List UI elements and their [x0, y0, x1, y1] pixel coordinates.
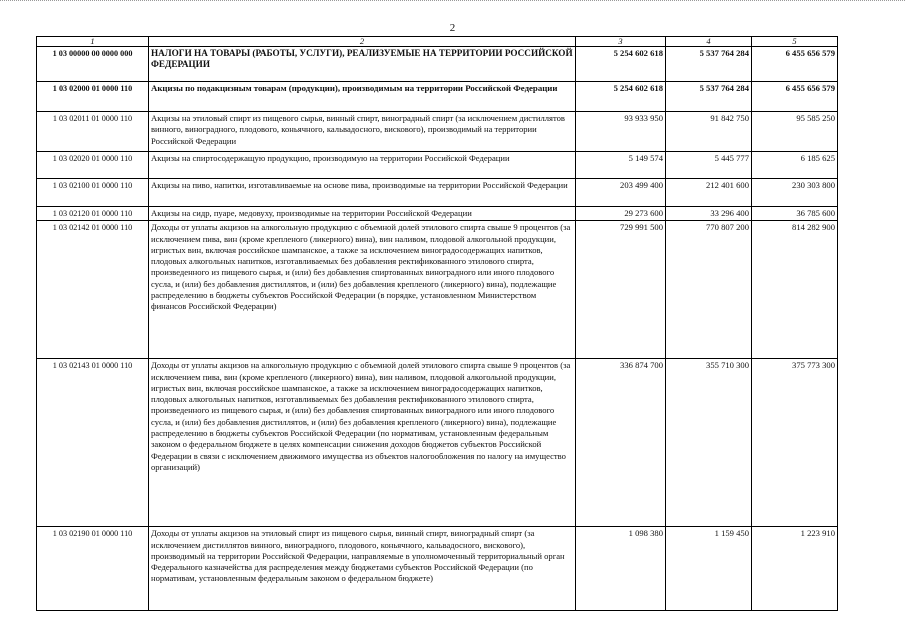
- amount-col3: 336 874 700: [576, 359, 666, 527]
- amount-col5: 814 282 900: [752, 221, 838, 359]
- amount-col3: 1 098 380: [576, 527, 666, 611]
- budget-revenue-table: [36, 36, 838, 611]
- table-row: [37, 112, 838, 152]
- amount-col5: 36 785 600: [752, 207, 838, 221]
- amount-col5: 95 585 250: [752, 112, 838, 152]
- table-row: [37, 47, 838, 82]
- budget-code: 1 03 00000 00 0000 000: [37, 47, 149, 82]
- amount-col3: 203 499 400: [576, 179, 666, 207]
- amount-col3: 729 991 500: [576, 221, 666, 359]
- budget-code: 1 03 02011 01 0000 110: [37, 112, 149, 152]
- amount-col4: 1 159 450: [666, 527, 752, 611]
- budget-code: 1 03 02100 01 0000 110: [37, 179, 149, 207]
- revenue-name: Доходы от уплаты акцизов на этиловый спирт из пищевого сырья, винный спирт, виноградный спирт (за исключением дистиллятов винного, виноградного, плодового, коньячного, кальвадосного, вискового), производимый на территории Российской Федерации, направляемые в уполномоченный территориальный орган Федерального казначейства для распределения между бюджетами субъектов Российской Федерации (по нормативам, установленным федеральным законом о федеральном бюджете): [149, 527, 576, 611]
- amount-col5: 375 773 300: [752, 359, 838, 527]
- revenue-name: Акцизы на этиловый спирт из пищевого сырья, винный спирт, виноградный спирт (за исключением дистиллятов винного, виноградного, плодового, коньячного, кальвадосного, вискового), производимый на территории Российской Федерации: [149, 112, 576, 152]
- column-number: 2: [149, 37, 576, 47]
- amount-col3: 93 933 950: [576, 112, 666, 152]
- revenue-name: НАЛОГИ НА ТОВАРЫ (РАБОТЫ, УСЛУГИ), РЕАЛИЗУЕМЫЕ НА ТЕРРИТОРИИ РОССИЙСКОЙ ФЕДЕРАЦИИ: [149, 47, 576, 82]
- amount-col4: 5 537 764 284: [666, 82, 752, 112]
- column-number-row: [37, 37, 838, 47]
- budget-code: 1 03 02020 01 0000 110: [37, 152, 149, 179]
- page-number: 2: [449, 22, 456, 34]
- table-row: [37, 179, 838, 207]
- amount-col4: 355 710 300: [666, 359, 752, 527]
- amount-col4: 91 842 750: [666, 112, 752, 152]
- amount-col4: 770 807 200: [666, 221, 752, 359]
- budget-code: 1 03 02120 01 0000 110: [37, 207, 149, 221]
- column-number: 5: [752, 37, 838, 47]
- amount-col3: 5 149 574: [576, 152, 666, 179]
- amount-col5: 230 303 800: [752, 179, 838, 207]
- amount-col4: 5 445 777: [666, 152, 752, 179]
- revenue-name: Акцизы на спиртосодержащую продукцию, производимую на территории Российской Федерации: [149, 152, 576, 179]
- amount-col4: 5 537 764 284: [666, 47, 752, 82]
- revenue-name: Акцизы на сидр, пуаре, медовуху, производимые на территории Российской Федерации: [149, 207, 576, 221]
- table-row: [37, 152, 838, 179]
- column-number: 1: [37, 37, 149, 47]
- amount-col5: 6 455 656 579: [752, 47, 838, 82]
- revenue-name: Акцизы по подакцизным товарам (продукции), производимым на территории Российской Федерации: [149, 82, 576, 112]
- amount-col4: 33 296 400: [666, 207, 752, 221]
- budget-code: 1 03 02143 01 0000 110: [37, 359, 149, 527]
- amount-col5: 6 185 625: [752, 152, 838, 179]
- table-row: [37, 221, 838, 359]
- budget-code: 1 03 02142 01 0000 110: [37, 221, 149, 359]
- amount-col4: 212 401 600: [666, 179, 752, 207]
- page-top-edge: [0, 0, 905, 3]
- amount-col3: 5 254 602 618: [576, 47, 666, 82]
- budget-code: 1 03 02000 01 0000 110: [37, 82, 149, 112]
- table-row: [37, 207, 838, 221]
- amount-col3: 5 254 602 618: [576, 82, 666, 112]
- table-row: [37, 359, 838, 527]
- amount-col3: 29 273 600: [576, 207, 666, 221]
- revenue-name: Доходы от уплаты акцизов на алкогольную продукцию с объемной долей этилового спирта свыше 9 процентов (за исключением пива, вин (кроме крепленого (ликерного) вина), вин наливом, плодовой алкогольной продукции, игристых вин, включая российское шампанское, а также за исключением виноградосодержащих напитков, плодовых алкогольных напитков, изготавливаемых без добавления ректификованного этилового спирта, произведенного из пищевого сырья, и (или) без добавления спиртованных виноградного или иного плодового сусла, и (или) без добавления дистиллятов, и (или) без добавления крепленого (ликерного) вина), подлежащие распределению в бюджеты субъектов Российской Федерации (по нормативам, установленным федеральным законом о федеральном бюджете в целях компенсации снижения доходов бюджетов субъектов Российской Федерации в связи с исключением движимого имущества из объектов налогообложения по налогу на имущество организаций): [149, 359, 576, 527]
- revenue-name: Доходы от уплаты акцизов на алкогольную продукцию с объемной долей этилового спирта свыше 9 процентов (за исключением пива, вин (кроме крепленого (ликерного) вина), вин наливом, плодовой алкогольной продукции, игристых вин, включая российское шампанское, а также за исключением виноградосодержащих напитков, плодовых алкогольных напитков, изготавливаемых без добавления ректификованного этилового спирта, произведенного из пищевого сырья, и (или) без добавления спиртованных виноградного или иного плодового сусла, и (или) без добавления дистиллятов, и (или) без добавления крепленого (ликерного) вина), подлежащие распределению в бюджеты субъектов Российской Федерации (в порядке, установленном Министерством финансов Российской Федерации): [149, 221, 576, 359]
- table-row: [37, 82, 838, 112]
- revenue-name: Акцизы на пиво, напитки, изготавливаемые на основе пива, производимые на территории Российской Федерации: [149, 179, 576, 207]
- table-row: [37, 527, 838, 611]
- amount-col5: 1 223 910: [752, 527, 838, 611]
- column-number: 3: [576, 37, 666, 47]
- budget-code: 1 03 02190 01 0000 110: [37, 527, 149, 611]
- amount-col5: 6 455 656 579: [752, 82, 838, 112]
- column-number: 4: [666, 37, 752, 47]
